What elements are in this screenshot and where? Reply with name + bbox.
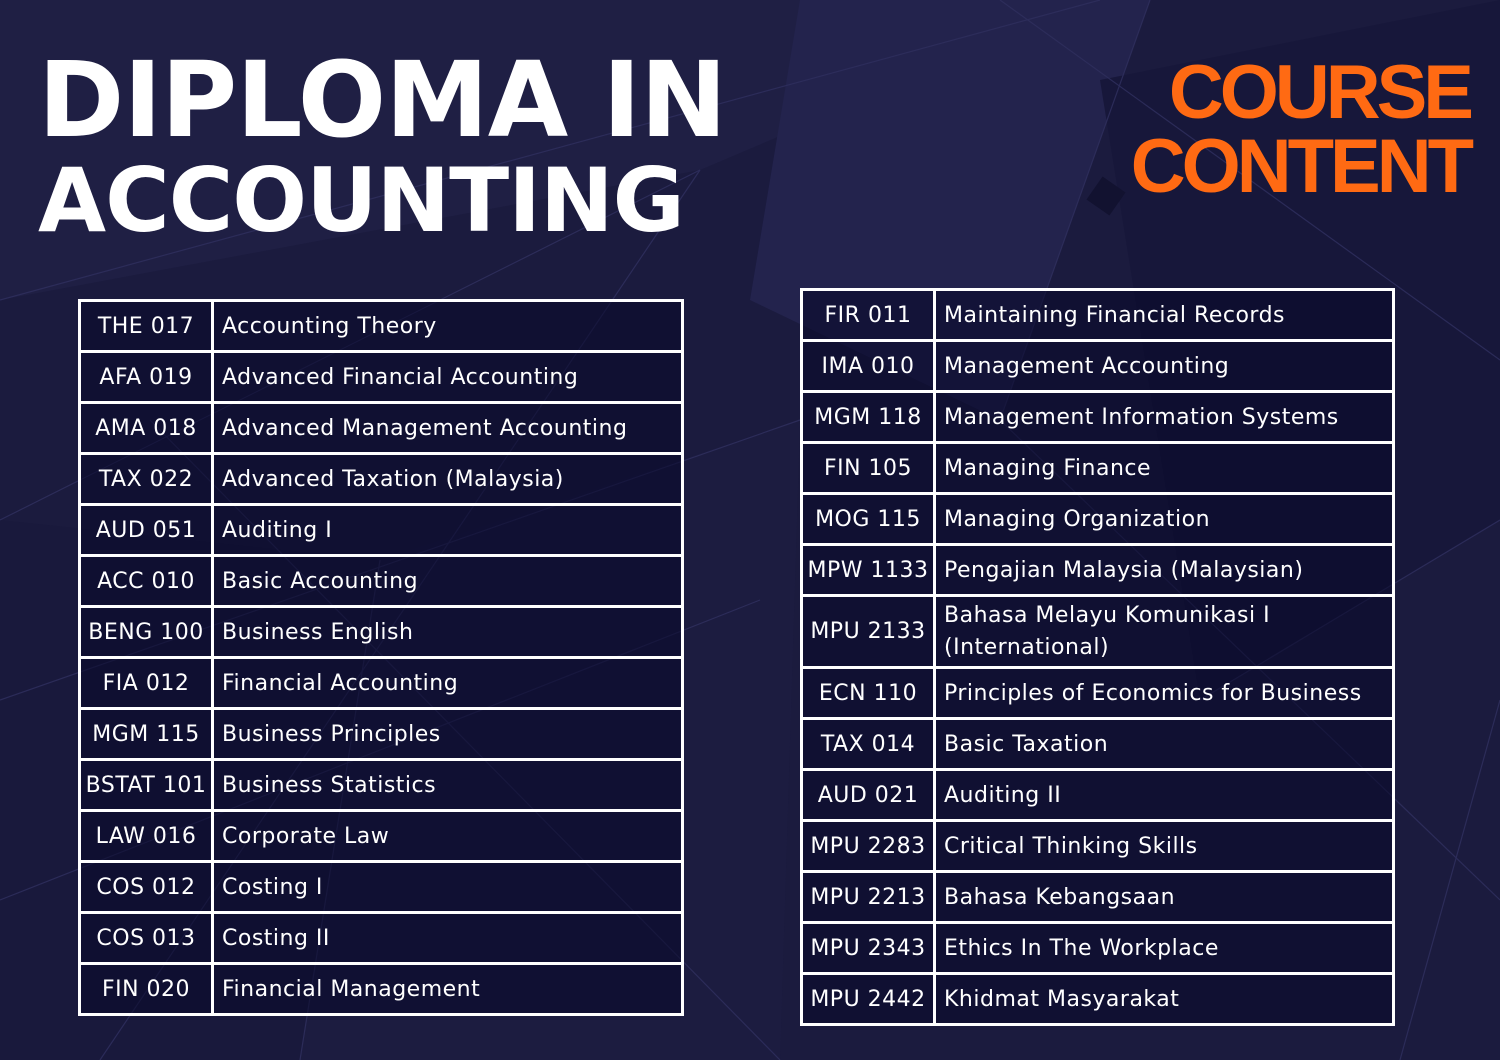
section-heading xyxy=(1130,50,1470,209)
course-code: ACC 010 xyxy=(80,556,213,607)
course-table-left-body xyxy=(80,301,683,1015)
page-title xyxy=(38,39,727,252)
course-code: FIA 012 xyxy=(80,658,213,709)
course-name: Advanced Management Accounting xyxy=(213,403,683,454)
course-code: LAW 016 xyxy=(80,811,213,862)
course-code: TAX 014 xyxy=(802,719,935,770)
course-name: Accounting Theory xyxy=(213,301,683,352)
course-code: MGM 115 xyxy=(80,709,213,760)
table-row xyxy=(80,505,683,556)
course-name: Financial Accounting xyxy=(213,658,683,709)
course-name: Managing Finance xyxy=(935,443,1394,494)
course-code: MPU 2343 xyxy=(802,923,935,974)
course-code: BSTAT 101 xyxy=(80,760,213,811)
course-code: AUD 021 xyxy=(802,770,935,821)
course-name: Bahasa Kebangsaan xyxy=(935,872,1394,923)
course-name: Khidmat Masyarakat xyxy=(935,974,1394,1025)
course-name: Basic Taxation xyxy=(935,719,1394,770)
course-name: Critical Thinking Skills xyxy=(935,821,1394,872)
table-row xyxy=(80,454,683,505)
course-code: MPU 2442 xyxy=(802,974,935,1025)
table-row xyxy=(802,821,1394,872)
course-code: FIR 011 xyxy=(802,290,935,341)
table-row xyxy=(80,658,683,709)
table-row xyxy=(802,668,1394,719)
subtitle-line-1: COURSE xyxy=(1168,50,1470,135)
course-name: Costing I xyxy=(213,862,683,913)
course-name: Auditing II xyxy=(935,770,1394,821)
course-code: MGM 118 xyxy=(802,392,935,443)
table-row xyxy=(802,443,1394,494)
course-table-left xyxy=(78,299,684,1016)
course-code: TAX 022 xyxy=(80,454,213,505)
table-row xyxy=(802,872,1394,923)
course-name: Pengajian Malaysia (Malaysian) xyxy=(935,545,1394,596)
course-name: Business English xyxy=(213,607,683,658)
course-name: Business Statistics xyxy=(213,760,683,811)
table-row xyxy=(802,545,1394,596)
course-name: Advanced Taxation (Malaysia) xyxy=(213,454,683,505)
table-row xyxy=(802,290,1394,341)
table-row xyxy=(80,709,683,760)
subtitle-line-2: CONTENT xyxy=(1130,124,1470,209)
table-row xyxy=(80,811,683,862)
course-code: THE 017 xyxy=(80,301,213,352)
course-name: Management Accounting xyxy=(935,341,1394,392)
table-row xyxy=(802,923,1394,974)
table-row xyxy=(802,974,1394,1025)
course-code: MPU 2133 xyxy=(802,596,935,668)
course-name: Maintaining Financial Records xyxy=(935,290,1394,341)
table-row xyxy=(80,964,683,1015)
course-name: Ethics In The Workplace xyxy=(935,923,1394,974)
course-code: AFA 019 xyxy=(80,352,213,403)
table-row xyxy=(80,301,683,352)
course-code: ECN 110 xyxy=(802,668,935,719)
table-row xyxy=(80,607,683,658)
course-code: AUD 051 xyxy=(80,505,213,556)
course-code: COS 012 xyxy=(80,862,213,913)
course-code: MOG 115 xyxy=(802,494,935,545)
table-row xyxy=(802,596,1394,668)
table-row xyxy=(80,760,683,811)
course-code: MPW 1133 xyxy=(802,545,935,596)
table-row xyxy=(802,494,1394,545)
course-name: Corporate Law xyxy=(213,811,683,862)
course-name: Costing II xyxy=(213,913,683,964)
course-code: MPU 2283 xyxy=(802,821,935,872)
table-row xyxy=(80,862,683,913)
course-table-right xyxy=(800,288,1395,1026)
table-row xyxy=(80,403,683,454)
course-name: Managing Organization xyxy=(935,494,1394,545)
course-name: Business Principles xyxy=(213,709,683,760)
course-code: FIN 020 xyxy=(80,964,213,1015)
course-code: COS 013 xyxy=(80,913,213,964)
course-code: AMA 018 xyxy=(80,403,213,454)
course-name: Financial Management xyxy=(213,964,683,1015)
course-code: BENG 100 xyxy=(80,607,213,658)
title-line-1: DIPLOMA IN xyxy=(38,39,727,161)
table-row xyxy=(802,341,1394,392)
table-row xyxy=(80,556,683,607)
course-code: IMA 010 xyxy=(802,341,935,392)
course-name: Auditing I xyxy=(213,505,683,556)
table-row xyxy=(802,719,1394,770)
course-name: Principles of Economics for Business xyxy=(935,668,1394,719)
table-row xyxy=(802,770,1394,821)
course-name: Management Information Systems xyxy=(935,392,1394,443)
table-row xyxy=(802,392,1394,443)
course-name: Basic Accounting xyxy=(213,556,683,607)
course-table-right-body xyxy=(802,290,1394,1025)
table-row xyxy=(80,913,683,964)
course-name: Advanced Financial Accounting xyxy=(213,352,683,403)
course-name: Bahasa Melayu Komunikasi I (International) xyxy=(935,596,1394,668)
title-line-2: ACCOUNTING xyxy=(38,149,684,252)
course-code: MPU 2213 xyxy=(802,872,935,923)
table-row xyxy=(80,352,683,403)
course-code: FIN 105 xyxy=(802,443,935,494)
